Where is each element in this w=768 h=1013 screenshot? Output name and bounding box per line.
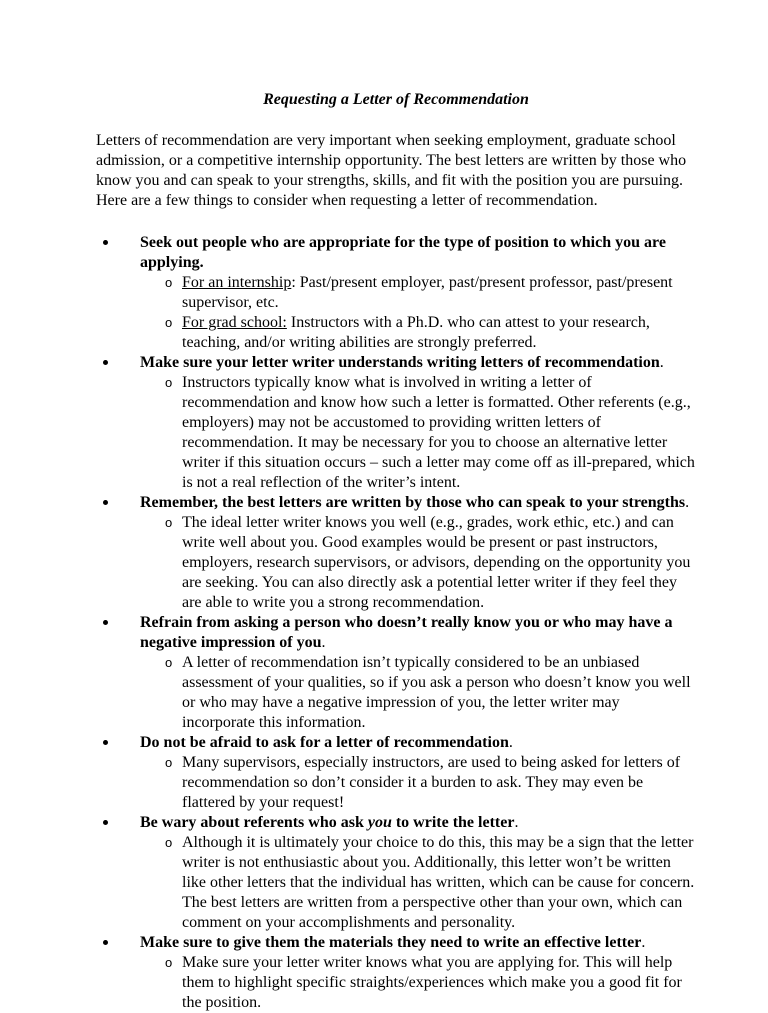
sub-text: Although it is ultimately your choice to do this, this may be a sign that the letter writer is not enthusiastic about you. Additionally, this letter won’t be written like other letters that the individual has written, which can be cause for concern. The best letters are written from a perspective other than your own, which can comment on your accomplishments and personality. [182, 834, 695, 931]
list-item: Refrain from asking a person who doesn’t really know you or who may have a negative impression of you. o A letter of recommendation isn’t typically considered to be an unbiased assessment of your qualities, so if you ask a person who doesn’t know you well or who may have a negative impression of you, the letter writer may incorporate this information. [96, 613, 696, 733]
list-item [96, 233, 696, 353]
bullet-icon [103, 500, 108, 505]
sub-bullet-icon: o [165, 955, 173, 970]
sub-item [140, 513, 696, 613]
sub-item [140, 313, 696, 353]
bullet-icon [103, 620, 108, 625]
sub-text: The ideal letter writer knows you well (e.g., grades, work ethic, etc.) and can write well about you. Good examples would be present or past instructors, employers, research supervisors, or advisors, depending on the opportunity you are seeking. You can also directly ask a potential letter writer if they feel they are able to write you a strong recommendation. [182, 514, 691, 611]
list-item: Make sure to give them the materials they need to write an effective letter. o Make sure your letter writer knows what you are applying for. This will help them to highlight specific straights/experiences which make you a good fit for the position. [96, 933, 696, 1013]
bullet-icon [103, 820, 108, 825]
tip-heading: Do not be afraid to ask for a letter of recommendation [140, 734, 509, 751]
document-page [96, 90, 696, 1013]
sub-text: Instructors with a Ph.D. who can attest to your research, teaching, and/or writing abilities are strongly preferred. [182, 314, 650, 351]
tips-list [96, 233, 696, 1013]
document-title: Requesting a Letter of Recommendation [263, 91, 529, 108]
list-item: Remember, the best letters are written by those who can speak to your strengths. o The ideal letter writer knows you well (e.g., grades, work ethic, etc.) and can write well about you. Good examples would be present or past instructors, employers, research supervisors, or advisors, depending on the opportunity you are seeking. You can also directly ask a potential letter writer if they feel they are able to write you a strong recommendation. [96, 493, 696, 613]
tip-heading: Remember, the best letters are written by those who can speak to your strengths [140, 494, 686, 511]
intro-paragraph: Letters of recommendation are very important when seeking employment, graduate school admission, or a competitive internship opportunity. The best letters are written by those who know you and can speak to your strengths, skills, and fit with the position you are pursuing. Here are a few things to consider when requesting a letter of recommendation. [96, 132, 687, 209]
list-item: Be wary about referents who ask you to write the letter. o Although it is ultimately your choice to do this, this may be a sign that the letter writer is not enthusiastic about you. Additionally, this letter won’t be written like other letters that the individual has written, which can be cause for concern. The best letters are written from a perspective other than your own, which can comment on your accomplishments and personality. [96, 813, 696, 933]
sub-item [140, 653, 696, 733]
sub-text: Many supervisors, especially instructors, are used to being asked for letters of recommendation so don’t consider it a burden to ask. They may even be flattered by your request! [182, 754, 681, 811]
tip-heading: Seek out people who are appropriate for the type of position to which you are applying. [140, 234, 666, 271]
bullet-icon [103, 360, 108, 365]
sub-item [140, 833, 696, 933]
tip-heading: Refrain from asking a person who doesn’t really know you or who may have a negative impression of you [140, 614, 673, 651]
sub-text: Make sure your letter writer knows what you are applying for. This will help them to highlight specific straights/experiences which make you a good fit for the position. [182, 954, 682, 1011]
sub-bullet-icon: o [165, 515, 173, 530]
sub-bullet-icon: o [165, 315, 173, 330]
list-item: Do not be afraid to ask for a letter of recommendation. o Many supervisors, especially instructors, are used to being asked for letters of recommendation so don’t consider it a burden to ask. They may even be flattered by your request! [96, 733, 696, 813]
sub-label: For grad school: [182, 314, 287, 331]
sub-bullet-icon: o [165, 755, 173, 770]
sub-bullet-icon: o [165, 275, 173, 290]
bullet-icon [103, 740, 108, 745]
tip-heading: Make sure your letter writer understands writing letters of recommendation [140, 354, 660, 371]
sub-item [140, 373, 696, 493]
bullet-icon [103, 940, 108, 945]
sub-bullet-icon: o [165, 655, 173, 670]
sub-item [140, 273, 696, 313]
sub-label: For an internship [182, 274, 292, 291]
sub-item [140, 753, 696, 813]
tip-heading: Be wary about referents who ask you to write the letter [140, 814, 515, 831]
sub-item [140, 953, 696, 1013]
bullet-icon [103, 240, 108, 245]
tip-heading: Make sure to give them the materials they need to write an effective letter [140, 934, 642, 951]
heading-emphasis: you [367, 814, 392, 831]
sub-text: A letter of recommendation isn’t typically considered to be an unbiased assessment of your qualities, so if you ask a person who doesn’t know you well or who may have a negative impression of you, the letter writer may incorporate this information. [182, 654, 691, 731]
sub-text: : Past/present employer, past/present professor, past/present supervisor, etc. [182, 274, 673, 311]
sub-bullet-icon: o [165, 835, 173, 850]
sub-text: Instructors typically know what is involved in writing a letter of recommendation and know how such a letter is formatted. Other referents (e.g., employers) may not be accustomed to providing written letters of recommendation. It may be necessary for you to choose an alternative letter writer if this situation occurs – such a letter may come off as ill-prepared, which is not a real reflection of the writer’s intent. [182, 374, 695, 491]
sub-bullet-icon: o [165, 375, 173, 390]
list-item: Make sure your letter writer understands writing letters of recommendation. o Instructors typically know what is involved in writing a letter of recommendation and know how such a letter is formatted. Other referents (e.g., employers) may not be accustomed to providing written letters of recommendation. It may be necessary for you to choose an alternative letter writer if this situation occurs – such a letter may come off as ill-prepared, which is not a real reflection of the writer’s intent. [96, 353, 696, 493]
